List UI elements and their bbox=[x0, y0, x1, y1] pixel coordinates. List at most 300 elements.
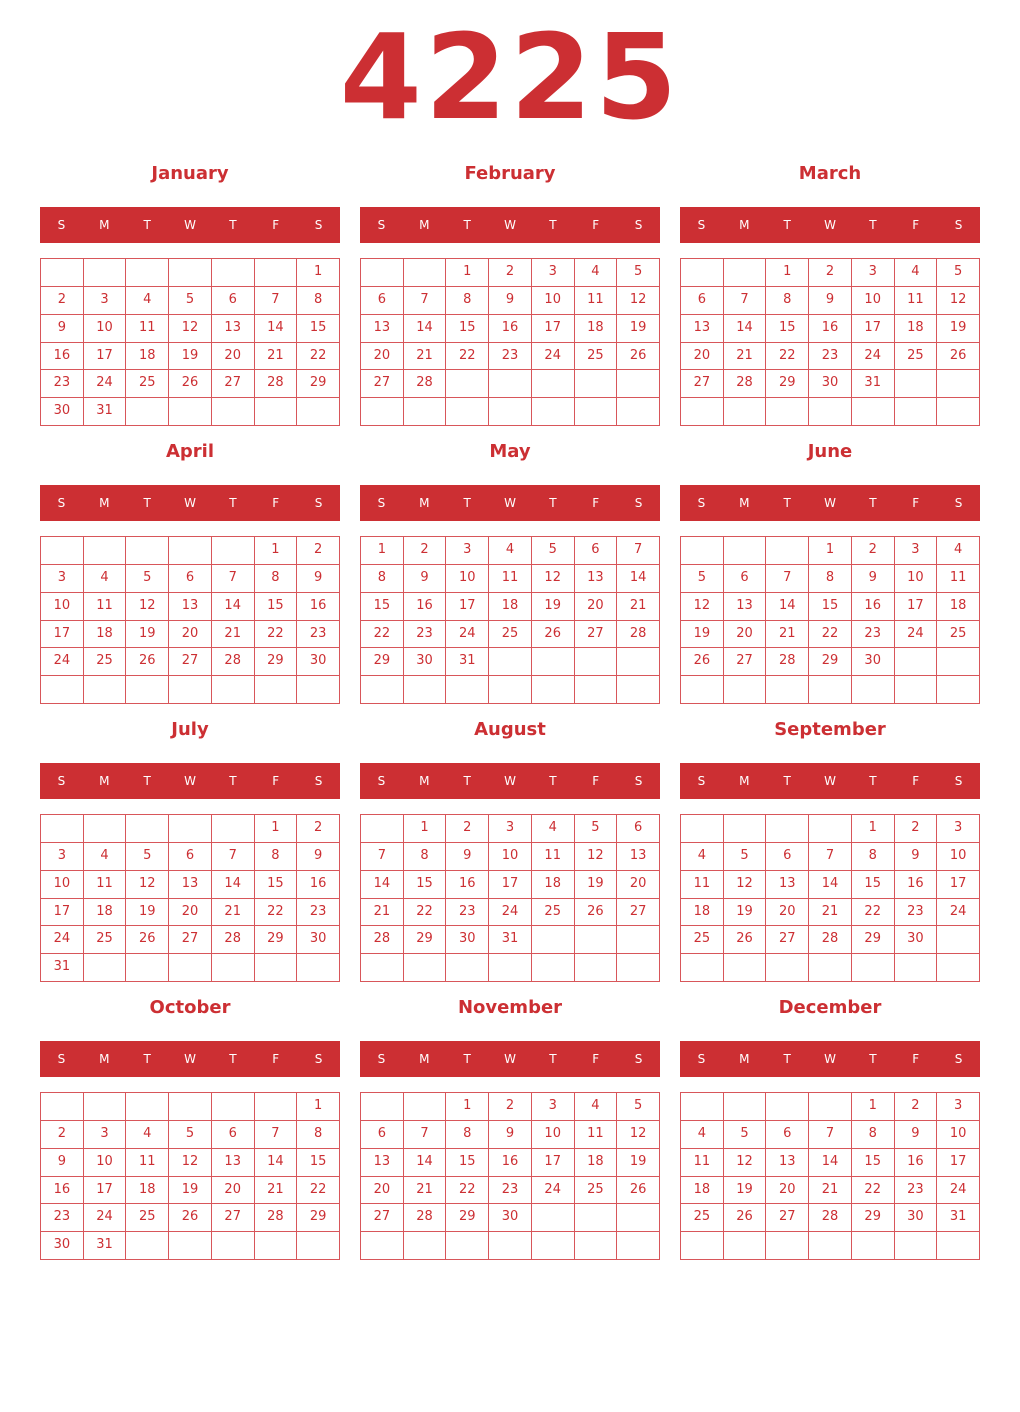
day-cell[interactable]: 7 bbox=[766, 565, 809, 593]
day-cell[interactable]: 4 bbox=[681, 1121, 724, 1149]
day-cell[interactable]: 6 bbox=[766, 1121, 809, 1149]
day-cell[interactable]: 1 bbox=[361, 537, 404, 565]
day-cell[interactable]: 8 bbox=[446, 287, 489, 315]
day-cell[interactable]: 6 bbox=[361, 287, 404, 315]
day-cell[interactable]: 30 bbox=[852, 648, 895, 676]
day-cell[interactable]: 14 bbox=[724, 315, 767, 343]
day-cell[interactable]: 16 bbox=[852, 593, 895, 621]
day-cell[interactable]: 25 bbox=[937, 621, 980, 649]
day-cell[interactable]: 26 bbox=[617, 343, 660, 371]
day-cell[interactable]: 14 bbox=[766, 593, 809, 621]
day-cell[interactable]: 30 bbox=[809, 370, 852, 398]
day-cell[interactable]: 28 bbox=[361, 926, 404, 954]
day-cell[interactable]: 27 bbox=[169, 648, 212, 676]
day-cell[interactable]: 12 bbox=[681, 593, 724, 621]
day-cell[interactable]: 2 bbox=[41, 1121, 84, 1149]
day-cell[interactable]: 15 bbox=[766, 315, 809, 343]
day-cell[interactable]: 14 bbox=[404, 1149, 447, 1177]
day-cell[interactable]: 13 bbox=[766, 1149, 809, 1177]
day-cell[interactable]: 20 bbox=[361, 343, 404, 371]
day-cell[interactable]: 1 bbox=[297, 259, 340, 287]
day-cell[interactable]: 28 bbox=[255, 370, 298, 398]
day-cell[interactable]: 8 bbox=[361, 565, 404, 593]
day-cell[interactable]: 29 bbox=[446, 1204, 489, 1232]
day-cell[interactable]: 17 bbox=[41, 621, 84, 649]
day-cell[interactable]: 27 bbox=[617, 899, 660, 927]
day-cell[interactable]: 19 bbox=[724, 899, 767, 927]
day-cell[interactable]: 23 bbox=[809, 343, 852, 371]
day-cell[interactable]: 18 bbox=[84, 899, 127, 927]
day-cell[interactable]: 22 bbox=[255, 899, 298, 927]
day-cell[interactable]: 6 bbox=[361, 1121, 404, 1149]
day-cell[interactable]: 7 bbox=[809, 843, 852, 871]
day-cell[interactable]: 11 bbox=[681, 871, 724, 899]
day-cell[interactable]: 29 bbox=[361, 648, 404, 676]
day-cell[interactable]: 12 bbox=[617, 1121, 660, 1149]
day-cell[interactable]: 19 bbox=[532, 593, 575, 621]
day-cell[interactable]: 25 bbox=[84, 648, 127, 676]
day-cell[interactable]: 23 bbox=[446, 899, 489, 927]
day-cell[interactable]: 4 bbox=[84, 565, 127, 593]
day-cell[interactable]: 24 bbox=[532, 343, 575, 371]
day-cell[interactable]: 1 bbox=[255, 537, 298, 565]
day-cell[interactable]: 5 bbox=[617, 1093, 660, 1121]
day-cell[interactable]: 11 bbox=[575, 1121, 618, 1149]
day-cell[interactable]: 1 bbox=[446, 259, 489, 287]
day-cell[interactable]: 1 bbox=[255, 815, 298, 843]
day-cell[interactable]: 14 bbox=[361, 871, 404, 899]
day-cell[interactable]: 25 bbox=[575, 1177, 618, 1205]
day-cell[interactable]: 14 bbox=[809, 871, 852, 899]
day-cell[interactable]: 15 bbox=[852, 871, 895, 899]
day-cell[interactable]: 27 bbox=[169, 926, 212, 954]
day-cell[interactable]: 17 bbox=[489, 871, 532, 899]
day-cell[interactable]: 26 bbox=[126, 648, 169, 676]
day-cell[interactable]: 3 bbox=[895, 537, 938, 565]
day-cell[interactable]: 31 bbox=[41, 954, 84, 982]
day-cell[interactable]: 18 bbox=[937, 593, 980, 621]
day-cell[interactable]: 24 bbox=[852, 343, 895, 371]
day-cell[interactable]: 8 bbox=[297, 287, 340, 315]
day-cell[interactable]: 3 bbox=[937, 815, 980, 843]
day-cell[interactable]: 14 bbox=[809, 1149, 852, 1177]
day-cell[interactable]: 19 bbox=[126, 899, 169, 927]
day-cell[interactable]: 3 bbox=[41, 565, 84, 593]
day-cell[interactable]: 6 bbox=[575, 537, 618, 565]
day-cell[interactable]: 27 bbox=[575, 621, 618, 649]
day-cell[interactable]: 18 bbox=[681, 1177, 724, 1205]
day-cell[interactable]: 22 bbox=[361, 621, 404, 649]
day-cell[interactable]: 25 bbox=[681, 926, 724, 954]
day-cell[interactable]: 27 bbox=[361, 370, 404, 398]
day-cell[interactable]: 9 bbox=[446, 843, 489, 871]
day-cell[interactable]: 19 bbox=[617, 315, 660, 343]
day-cell[interactable]: 20 bbox=[681, 343, 724, 371]
day-cell[interactable]: 2 bbox=[895, 815, 938, 843]
day-cell[interactable]: 9 bbox=[297, 565, 340, 593]
day-cell[interactable]: 27 bbox=[212, 370, 255, 398]
day-cell[interactable]: 19 bbox=[575, 871, 618, 899]
day-cell[interactable]: 9 bbox=[41, 1149, 84, 1177]
day-cell[interactable]: 21 bbox=[809, 1177, 852, 1205]
day-cell[interactable]: 8 bbox=[852, 1121, 895, 1149]
day-cell[interactable]: 2 bbox=[489, 259, 532, 287]
day-cell[interactable]: 7 bbox=[212, 843, 255, 871]
day-cell[interactable]: 27 bbox=[681, 370, 724, 398]
day-cell[interactable]: 2 bbox=[404, 537, 447, 565]
day-cell[interactable]: 16 bbox=[297, 593, 340, 621]
day-cell[interactable]: 1 bbox=[404, 815, 447, 843]
day-cell[interactable]: 7 bbox=[404, 1121, 447, 1149]
day-cell[interactable]: 16 bbox=[489, 315, 532, 343]
day-cell[interactable]: 30 bbox=[41, 398, 84, 426]
day-cell[interactable]: 9 bbox=[404, 565, 447, 593]
day-cell[interactable]: 22 bbox=[297, 343, 340, 371]
day-cell[interactable]: 11 bbox=[126, 315, 169, 343]
day-cell[interactable]: 27 bbox=[212, 1204, 255, 1232]
day-cell[interactable]: 20 bbox=[575, 593, 618, 621]
day-cell[interactable]: 10 bbox=[532, 1121, 575, 1149]
day-cell[interactable]: 29 bbox=[852, 1204, 895, 1232]
day-cell[interactable]: 11 bbox=[532, 843, 575, 871]
day-cell[interactable]: 13 bbox=[361, 315, 404, 343]
day-cell[interactable]: 4 bbox=[126, 287, 169, 315]
day-cell[interactable]: 16 bbox=[446, 871, 489, 899]
day-cell[interactable]: 25 bbox=[895, 343, 938, 371]
day-cell[interactable]: 8 bbox=[766, 287, 809, 315]
day-cell[interactable]: 19 bbox=[681, 621, 724, 649]
day-cell[interactable]: 16 bbox=[489, 1149, 532, 1177]
day-cell[interactable]: 30 bbox=[895, 926, 938, 954]
day-cell[interactable]: 4 bbox=[575, 259, 618, 287]
day-cell[interactable]: 5 bbox=[126, 565, 169, 593]
day-cell[interactable]: 11 bbox=[681, 1149, 724, 1177]
day-cell[interactable]: 29 bbox=[297, 1204, 340, 1232]
day-cell[interactable]: 14 bbox=[212, 593, 255, 621]
day-cell[interactable]: 19 bbox=[724, 1177, 767, 1205]
day-cell[interactable]: 5 bbox=[169, 287, 212, 315]
day-cell[interactable]: 13 bbox=[212, 1149, 255, 1177]
day-cell[interactable]: 3 bbox=[532, 259, 575, 287]
day-cell[interactable]: 9 bbox=[809, 287, 852, 315]
day-cell[interactable]: 4 bbox=[937, 537, 980, 565]
day-cell[interactable]: 23 bbox=[404, 621, 447, 649]
day-cell[interactable]: 21 bbox=[361, 899, 404, 927]
day-cell[interactable]: 6 bbox=[169, 565, 212, 593]
day-cell[interactable]: 19 bbox=[126, 621, 169, 649]
day-cell[interactable]: 24 bbox=[41, 648, 84, 676]
day-cell[interactable]: 2 bbox=[809, 259, 852, 287]
day-cell[interactable]: 22 bbox=[766, 343, 809, 371]
day-cell[interactable]: 9 bbox=[297, 843, 340, 871]
day-cell[interactable]: 10 bbox=[937, 1121, 980, 1149]
day-cell[interactable]: 18 bbox=[126, 343, 169, 371]
day-cell[interactable]: 12 bbox=[169, 1149, 212, 1177]
day-cell[interactable]: 6 bbox=[212, 287, 255, 315]
day-cell[interactable]: 26 bbox=[724, 1204, 767, 1232]
day-cell[interactable]: 9 bbox=[852, 565, 895, 593]
day-cell[interactable]: 13 bbox=[169, 593, 212, 621]
day-cell[interactable]: 23 bbox=[489, 343, 532, 371]
day-cell[interactable]: 15 bbox=[809, 593, 852, 621]
day-cell[interactable]: 29 bbox=[255, 926, 298, 954]
day-cell[interactable]: 26 bbox=[681, 648, 724, 676]
day-cell[interactable]: 26 bbox=[169, 370, 212, 398]
day-cell[interactable]: 26 bbox=[724, 926, 767, 954]
day-cell[interactable]: 1 bbox=[297, 1093, 340, 1121]
day-cell[interactable]: 20 bbox=[617, 871, 660, 899]
day-cell[interactable]: 11 bbox=[84, 871, 127, 899]
day-cell[interactable]: 19 bbox=[169, 1177, 212, 1205]
day-cell[interactable]: 11 bbox=[895, 287, 938, 315]
day-cell[interactable]: 7 bbox=[255, 287, 298, 315]
day-cell[interactable]: 1 bbox=[766, 259, 809, 287]
day-cell[interactable]: 18 bbox=[575, 315, 618, 343]
day-cell[interactable]: 3 bbox=[532, 1093, 575, 1121]
day-cell[interactable]: 11 bbox=[937, 565, 980, 593]
day-cell[interactable]: 30 bbox=[41, 1232, 84, 1260]
day-cell[interactable]: 23 bbox=[852, 621, 895, 649]
day-cell[interactable]: 31 bbox=[852, 370, 895, 398]
day-cell[interactable]: 21 bbox=[809, 899, 852, 927]
day-cell[interactable]: 19 bbox=[617, 1149, 660, 1177]
day-cell[interactable]: 13 bbox=[617, 843, 660, 871]
day-cell[interactable]: 5 bbox=[937, 259, 980, 287]
day-cell[interactable]: 28 bbox=[766, 648, 809, 676]
day-cell[interactable]: 30 bbox=[404, 648, 447, 676]
day-cell[interactable]: 21 bbox=[724, 343, 767, 371]
day-cell[interactable]: 31 bbox=[84, 1232, 127, 1260]
day-cell[interactable]: 5 bbox=[724, 843, 767, 871]
day-cell[interactable]: 5 bbox=[681, 565, 724, 593]
day-cell[interactable]: 8 bbox=[446, 1121, 489, 1149]
day-cell[interactable]: 13 bbox=[681, 315, 724, 343]
day-cell[interactable]: 25 bbox=[532, 899, 575, 927]
day-cell[interactable]: 28 bbox=[724, 370, 767, 398]
day-cell[interactable]: 13 bbox=[212, 315, 255, 343]
day-cell[interactable]: 3 bbox=[852, 259, 895, 287]
day-cell[interactable]: 17 bbox=[84, 1177, 127, 1205]
day-cell[interactable]: 6 bbox=[212, 1121, 255, 1149]
day-cell[interactable]: 23 bbox=[895, 1177, 938, 1205]
day-cell[interactable]: 22 bbox=[297, 1177, 340, 1205]
day-cell[interactable]: 10 bbox=[852, 287, 895, 315]
day-cell[interactable]: 18 bbox=[895, 315, 938, 343]
day-cell[interactable]: 10 bbox=[41, 871, 84, 899]
day-cell[interactable]: 26 bbox=[617, 1177, 660, 1205]
day-cell[interactable]: 1 bbox=[809, 537, 852, 565]
day-cell[interactable]: 15 bbox=[297, 315, 340, 343]
day-cell[interactable]: 5 bbox=[575, 815, 618, 843]
day-cell[interactable]: 17 bbox=[532, 1149, 575, 1177]
day-cell[interactable]: 2 bbox=[895, 1093, 938, 1121]
day-cell[interactable]: 2 bbox=[297, 815, 340, 843]
day-cell[interactable]: 30 bbox=[895, 1204, 938, 1232]
day-cell[interactable]: 24 bbox=[446, 621, 489, 649]
day-cell[interactable]: 29 bbox=[255, 648, 298, 676]
day-cell[interactable]: 3 bbox=[937, 1093, 980, 1121]
day-cell[interactable]: 12 bbox=[937, 287, 980, 315]
day-cell[interactable]: 10 bbox=[84, 1149, 127, 1177]
day-cell[interactable]: 22 bbox=[852, 899, 895, 927]
day-cell[interactable]: 7 bbox=[404, 287, 447, 315]
day-cell[interactable]: 12 bbox=[169, 315, 212, 343]
day-cell[interactable]: 6 bbox=[681, 287, 724, 315]
day-cell[interactable]: 24 bbox=[41, 926, 84, 954]
day-cell[interactable]: 12 bbox=[532, 565, 575, 593]
day-cell[interactable]: 24 bbox=[84, 370, 127, 398]
day-cell[interactable]: 26 bbox=[575, 899, 618, 927]
day-cell[interactable]: 25 bbox=[575, 343, 618, 371]
day-cell[interactable]: 4 bbox=[532, 815, 575, 843]
day-cell[interactable]: 4 bbox=[681, 843, 724, 871]
day-cell[interactable]: 17 bbox=[852, 315, 895, 343]
day-cell[interactable]: 21 bbox=[766, 621, 809, 649]
day-cell[interactable]: 13 bbox=[724, 593, 767, 621]
day-cell[interactable]: 20 bbox=[766, 1177, 809, 1205]
day-cell[interactable]: 14 bbox=[255, 1149, 298, 1177]
day-cell[interactable]: 6 bbox=[724, 565, 767, 593]
day-cell[interactable]: 4 bbox=[895, 259, 938, 287]
day-cell[interactable]: 17 bbox=[532, 315, 575, 343]
day-cell[interactable]: 10 bbox=[41, 593, 84, 621]
day-cell[interactable]: 24 bbox=[937, 1177, 980, 1205]
day-cell[interactable]: 27 bbox=[766, 926, 809, 954]
day-cell[interactable]: 25 bbox=[84, 926, 127, 954]
day-cell[interactable]: 10 bbox=[446, 565, 489, 593]
day-cell[interactable]: 16 bbox=[895, 871, 938, 899]
day-cell[interactable]: 9 bbox=[489, 287, 532, 315]
day-cell[interactable]: 15 bbox=[404, 871, 447, 899]
day-cell[interactable]: 17 bbox=[895, 593, 938, 621]
day-cell[interactable]: 5 bbox=[532, 537, 575, 565]
day-cell[interactable]: 23 bbox=[297, 621, 340, 649]
day-cell[interactable]: 16 bbox=[297, 871, 340, 899]
day-cell[interactable]: 17 bbox=[937, 1149, 980, 1177]
day-cell[interactable]: 28 bbox=[255, 1204, 298, 1232]
day-cell[interactable]: 6 bbox=[169, 843, 212, 871]
day-cell[interactable]: 5 bbox=[724, 1121, 767, 1149]
day-cell[interactable]: 17 bbox=[937, 871, 980, 899]
day-cell[interactable]: 10 bbox=[937, 843, 980, 871]
day-cell[interactable]: 29 bbox=[852, 926, 895, 954]
day-cell[interactable]: 29 bbox=[297, 370, 340, 398]
day-cell[interactable]: 9 bbox=[41, 315, 84, 343]
day-cell[interactable]: 4 bbox=[489, 537, 532, 565]
day-cell[interactable]: 28 bbox=[617, 621, 660, 649]
day-cell[interactable]: 16 bbox=[41, 343, 84, 371]
day-cell[interactable]: 17 bbox=[84, 343, 127, 371]
day-cell[interactable]: 21 bbox=[212, 621, 255, 649]
day-cell[interactable]: 10 bbox=[895, 565, 938, 593]
day-cell[interactable]: 3 bbox=[84, 287, 127, 315]
day-cell[interactable]: 21 bbox=[404, 1177, 447, 1205]
day-cell[interactable]: 8 bbox=[809, 565, 852, 593]
day-cell[interactable]: 28 bbox=[404, 1204, 447, 1232]
day-cell[interactable]: 23 bbox=[297, 899, 340, 927]
day-cell[interactable]: 1 bbox=[446, 1093, 489, 1121]
day-cell[interactable]: 20 bbox=[169, 621, 212, 649]
day-cell[interactable]: 23 bbox=[41, 370, 84, 398]
day-cell[interactable]: 22 bbox=[255, 621, 298, 649]
day-cell[interactable]: 6 bbox=[617, 815, 660, 843]
day-cell[interactable]: 20 bbox=[361, 1177, 404, 1205]
day-cell[interactable]: 13 bbox=[169, 871, 212, 899]
day-cell[interactable]: 26 bbox=[937, 343, 980, 371]
day-cell[interactable]: 2 bbox=[297, 537, 340, 565]
day-cell[interactable]: 5 bbox=[169, 1121, 212, 1149]
day-cell[interactable]: 27 bbox=[766, 1204, 809, 1232]
day-cell[interactable]: 15 bbox=[255, 593, 298, 621]
day-cell[interactable]: 12 bbox=[724, 1149, 767, 1177]
day-cell[interactable]: 14 bbox=[617, 565, 660, 593]
day-cell[interactable]: 18 bbox=[532, 871, 575, 899]
day-cell[interactable]: 14 bbox=[255, 315, 298, 343]
day-cell[interactable]: 15 bbox=[297, 1149, 340, 1177]
day-cell[interactable]: 4 bbox=[84, 843, 127, 871]
day-cell[interactable]: 17 bbox=[41, 899, 84, 927]
day-cell[interactable]: 27 bbox=[724, 648, 767, 676]
day-cell[interactable]: 24 bbox=[532, 1177, 575, 1205]
day-cell[interactable]: 13 bbox=[575, 565, 618, 593]
day-cell[interactable]: 10 bbox=[532, 287, 575, 315]
day-cell[interactable]: 22 bbox=[852, 1177, 895, 1205]
day-cell[interactable]: 15 bbox=[852, 1149, 895, 1177]
day-cell[interactable]: 12 bbox=[575, 843, 618, 871]
day-cell[interactable]: 28 bbox=[212, 648, 255, 676]
day-cell[interactable]: 25 bbox=[681, 1204, 724, 1232]
day-cell[interactable]: 7 bbox=[212, 565, 255, 593]
day-cell[interactable]: 24 bbox=[489, 899, 532, 927]
day-cell[interactable]: 2 bbox=[852, 537, 895, 565]
day-cell[interactable]: 20 bbox=[766, 899, 809, 927]
day-cell[interactable]: 20 bbox=[212, 1177, 255, 1205]
day-cell[interactable]: 22 bbox=[809, 621, 852, 649]
day-cell[interactable]: 2 bbox=[41, 287, 84, 315]
day-cell[interactable]: 31 bbox=[84, 398, 127, 426]
day-cell[interactable]: 30 bbox=[297, 926, 340, 954]
day-cell[interactable]: 2 bbox=[489, 1093, 532, 1121]
day-cell[interactable]: 31 bbox=[446, 648, 489, 676]
day-cell[interactable]: 4 bbox=[575, 1093, 618, 1121]
day-cell[interactable]: 18 bbox=[84, 621, 127, 649]
day-cell[interactable]: 18 bbox=[126, 1177, 169, 1205]
day-cell[interactable]: 3 bbox=[489, 815, 532, 843]
day-cell[interactable]: 12 bbox=[126, 593, 169, 621]
day-cell[interactable]: 25 bbox=[126, 1204, 169, 1232]
day-cell[interactable]: 30 bbox=[446, 926, 489, 954]
day-cell[interactable]: 28 bbox=[809, 926, 852, 954]
day-cell[interactable]: 15 bbox=[446, 1149, 489, 1177]
day-cell[interactable]: 23 bbox=[489, 1177, 532, 1205]
day-cell[interactable]: 12 bbox=[617, 287, 660, 315]
day-cell[interactable]: 12 bbox=[724, 871, 767, 899]
day-cell[interactable]: 21 bbox=[212, 899, 255, 927]
day-cell[interactable]: 26 bbox=[169, 1204, 212, 1232]
day-cell[interactable]: 27 bbox=[361, 1204, 404, 1232]
day-cell[interactable]: 7 bbox=[255, 1121, 298, 1149]
day-cell[interactable]: 28 bbox=[212, 926, 255, 954]
day-cell[interactable]: 21 bbox=[617, 593, 660, 621]
day-cell[interactable]: 7 bbox=[724, 287, 767, 315]
day-cell[interactable]: 18 bbox=[575, 1149, 618, 1177]
day-cell[interactable]: 5 bbox=[126, 843, 169, 871]
day-cell[interactable]: 21 bbox=[255, 1177, 298, 1205]
day-cell[interactable]: 25 bbox=[126, 370, 169, 398]
day-cell[interactable]: 3 bbox=[446, 537, 489, 565]
day-cell[interactable]: 11 bbox=[489, 565, 532, 593]
day-cell[interactable]: 14 bbox=[404, 315, 447, 343]
